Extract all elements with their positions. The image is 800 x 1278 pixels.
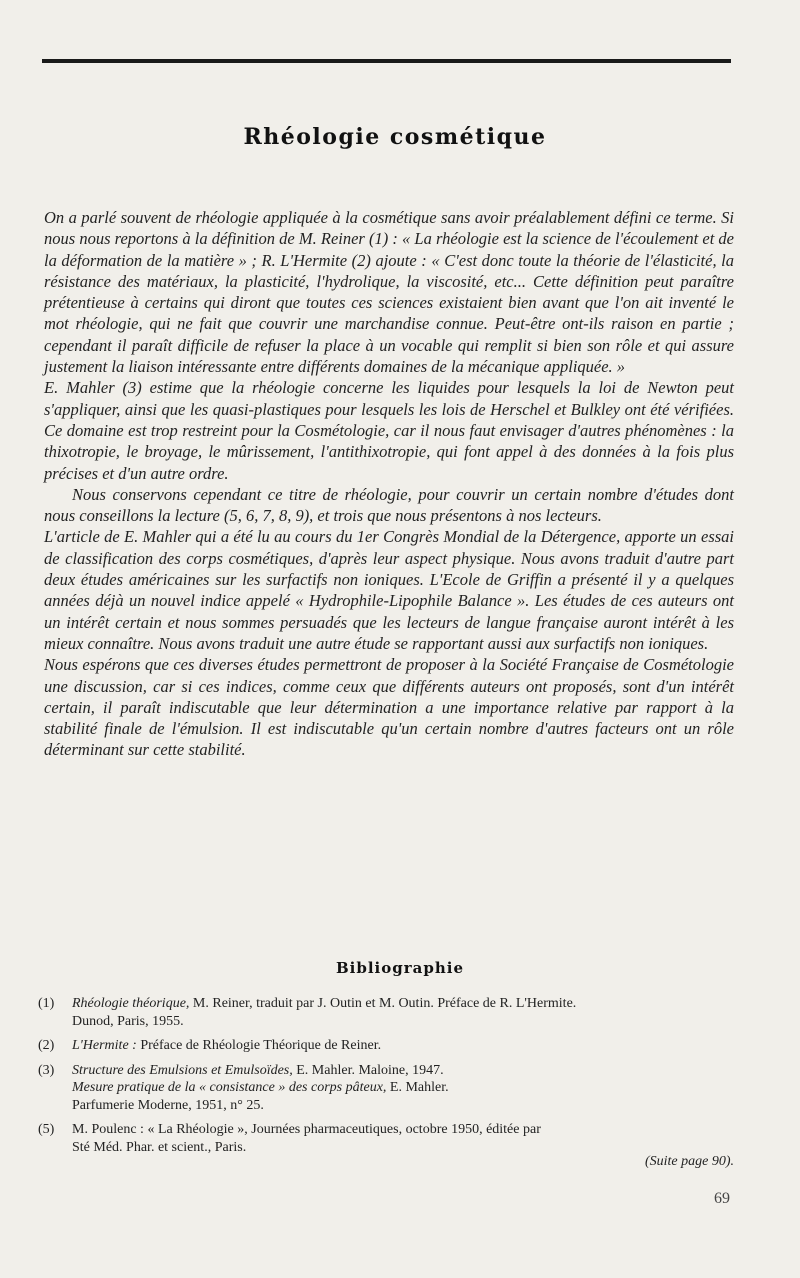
paragraph: E. Mahler (3) estime que la rhéologie concerne les liquides pour lesquels la loi de Newton peut s'appliquer, ainsi que les quasi-plastiques pour lesquels les lois de Herschel et Bulkley ont été vérifiées. Ce domaine est trop restreint pour la Cosmétologie, car il nous faut envisager d'autres phénomènes : la thixotropie, le broyage, le mûrissement, l'antithixotropie, qui font appel à des données à la fois plus précises et d'un autre ordre. (44, 378, 734, 483)
paragraph: On a parlé souvent de rhéologie appliquée à la cosmétique sans avoir préalablement défini ce terme. Si nous nous reportons à la définition de M. Reiner (1) : « La rhéologie est la science de l'écoulement et de la déformation de la matière » ; R. L'Hermite (2) ajoute : « C'est donc toute la théorie de l'élasticité, la résistance des matériaux, la plasticité, l'hydrolique, la viscosité, etc... Cette définition peut paraître prétentieuse à certains qui diront que toutes ces sciences existaient bien avant que l'on ait inventé le mot rhéologie, qui ne fait que couvrir une marchandise connue. Peut-être ont-ils raison en partie ; cependant il paraît difficile de refuser la place à un vocable qui remplit si bien son rôle et qui assure justement la liaison intéressante entre différents domaines de la mécanique appliquée. » (44, 208, 734, 377)
reference-text: Sté Méd. Phar. et scient., Paris. (72, 1139, 247, 1155)
reference-item (38, 1121, 736, 1156)
continuation-note: (Suite page 90). (644, 1154, 734, 1169)
bibliography-list (38, 995, 736, 1163)
reference-item (38, 1062, 736, 1080)
reference-title: Structure des Emulsions et Emulsoïdes, (72, 1062, 293, 1078)
reference-number: (1) (38, 996, 55, 1011)
reference-number: (3) (38, 1062, 55, 1078)
reference-title: Mesure pratique de la « consistance » des corps pâteux, (72, 1080, 387, 1095)
reference-text: M. Poulenc : « La Rhéologie », Journées pharmaceutiques, octobre 1950, éditée par (72, 1122, 541, 1137)
reference-number: (5) (38, 1122, 55, 1137)
reference-text: Dunod, Paris, 1955. (72, 1013, 184, 1029)
paragraph: L'article de E. Mahler qui a été lu au cours du 1er Congrès Mondial de la Détergence, apporte un essai de classification des corps cosmétiques, d'après leur aspect physique. Nous avons traduit d'autre part deux études américaines sur les surfactifs non ioniques. L'Ecole de Griffin a présenté il y a quelques années déjà un nouvel indice appelé « Hydrophile-Lipophile Balance ». Les études de ces auteurs ont un intérêt certain et nous sommes persuadés que les lecteurs de langue française auront intérêt à les mieux connaître. Nous avons traduit une autre étude se rapportant aussi aux surfactifs non ioniques. (44, 527, 734, 653)
reference-item (38, 1037, 736, 1055)
top-rule (42, 59, 731, 63)
paragraph: Nous espérons que ces diverses études permettront de proposer à la Société Française de Cosmétologie une discussion, car si ces indices, comme ceux que différents auteurs ont proposés, sont d'un intérêt certain, il paraît indiscutable que leur détermination a une importance relative par rapport à la stabilité finale de l'émulsion. Il est indiscutable qu'un certain nombre d'autres facteurs ont un rôle déterminant sur cette stabilité. (44, 655, 734, 760)
reference-text: E. Mahler. Maloine, 1947. (292, 1062, 444, 1078)
article-title: Rhéologie cosmétique (243, 124, 547, 150)
reference-number: (2) (38, 1038, 55, 1053)
article-body (44, 207, 734, 761)
reference-number (38, 1079, 72, 1114)
reference-text: Parfumerie Moderne, 1951, n° 25. (72, 1097, 264, 1113)
page-number: 69 (714, 1190, 730, 1207)
reference-item (38, 1079, 736, 1114)
reference-text: M. Reiner, traduit par J. Outin et M. Outin. Préface de R. L'Hermite. (189, 996, 577, 1011)
reference-text: Préface de Rhéologie Théorique de Reiner. (136, 1038, 382, 1053)
reference-item (38, 995, 736, 1030)
paragraph: Nous conservons cependant ce titre de rhéologie, pour couvrir un certain nombre d'études dont nous conseillons la lecture (5, 6, 7, 8, 9), et trois que nous présentons à nos lecteurs. (44, 484, 734, 526)
reference-title: L'Hermite : (72, 1038, 137, 1053)
bibliography-heading: Bibliographie (335, 959, 464, 977)
reference-text: E. Mahler. (386, 1080, 449, 1095)
reference-title: Rhéologie théorique, (72, 996, 190, 1011)
